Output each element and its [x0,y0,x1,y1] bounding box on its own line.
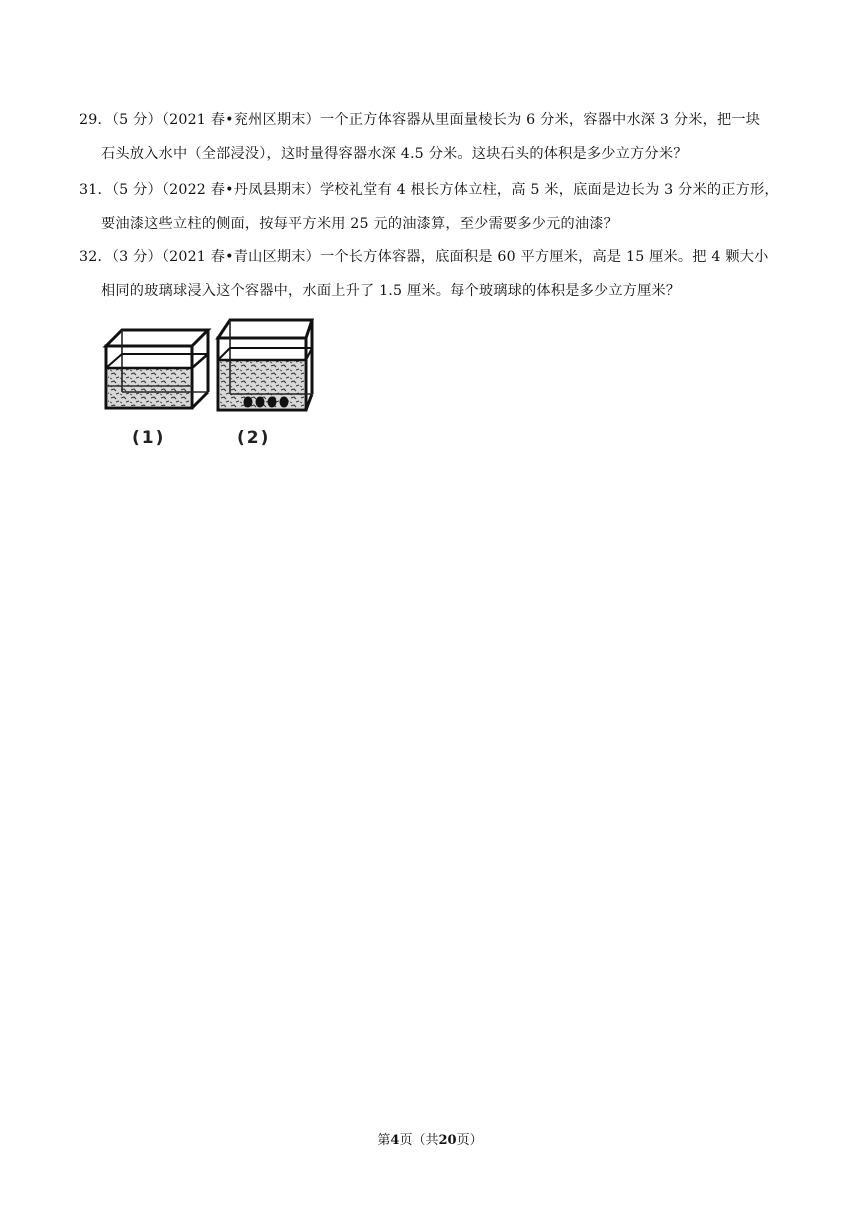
container-figure [100,316,320,456]
question-31 [79,173,779,241]
container-1 [106,330,208,408]
footer-middle: 页（共 [399,1133,439,1148]
container-illustration [100,316,320,426]
question-32-line-1: 32．（3 分）（2021 春•青山区期末）一个长方体容器，底面积是 60 平方厘米，高是 15 厘米。把 4 颗大小 [79,249,769,265]
question-29-line-1: 29．（5 分）（2021 春•兖州区期末）一个正方体容器从里面量棱长为 6 分米，容器中水深 3 分米，把一块 [79,112,761,128]
question-31-line-1: 31．（5 分）（2022 春•丹凤县期末）学校礼堂有 4 根长方体立柱，高 5 米，底面是边长为 3 分米的正方形， [79,182,779,198]
footer-prefix: 第 [377,1133,391,1148]
page-footer [0,1129,860,1148]
footer-page-number: 4 [390,1133,400,1148]
question-29 [79,103,779,171]
question-32-line-2: 相同的玻璃球浸入这个容器中，水面上升了 1.5 厘米。每个玻璃球的体积是多少立方厘米？ [101,283,681,299]
question-32 [79,240,779,308]
footer-suffix: 页） [456,1133,483,1148]
figure-label-2: (2) [237,428,271,448]
figure-label-1: (1) [132,428,166,448]
container-2 [218,320,312,410]
footer-total-pages: 20 [438,1133,457,1148]
question-31-line-2: 要油漆这些立柱的侧面，按每平方米用 25 元的油漆算，至少需要多少元的油漆？ [101,216,619,232]
question-29-line-2: 石头放入水中（全部浸没），这时量得容器水深 4.5 分米。这块石头的体积是多少立方分米？ [101,146,688,162]
